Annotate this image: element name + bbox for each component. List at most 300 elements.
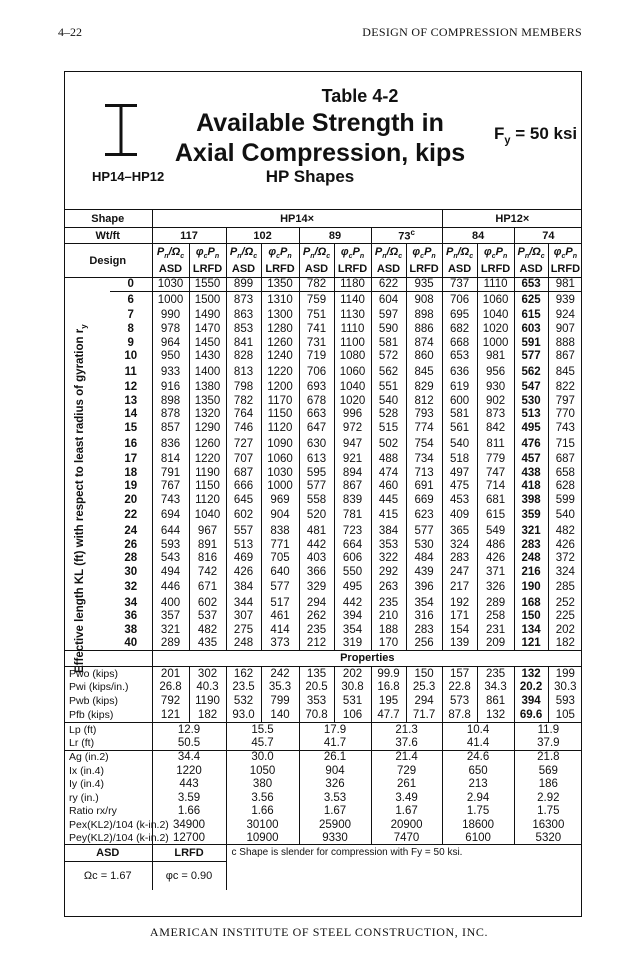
cell: 930 (477, 380, 514, 394)
cell: 438 (514, 466, 548, 480)
cell: 666 (226, 480, 261, 494)
cell: 486 (477, 538, 514, 552)
property-value: 132 (514, 666, 548, 680)
property-value: 532 (226, 694, 261, 708)
weight-value: 89 (328, 229, 342, 242)
cell: 1280 (261, 322, 299, 336)
cell: 150 (514, 610, 548, 624)
cell: 581 (371, 336, 406, 350)
cell: 540 (371, 394, 406, 408)
cell: 319 (334, 637, 371, 651)
lrfd-header: LRFD (477, 262, 514, 278)
cell: 867 (334, 480, 371, 494)
property-value: 792 (152, 694, 189, 708)
property-row (64, 804, 582, 818)
property-value: 12.9 (152, 722, 226, 736)
cell: 373 (261, 637, 299, 651)
cell: 1150 (189, 480, 226, 494)
property-value: 105 (548, 708, 582, 722)
cell: 853 (226, 322, 261, 336)
property-value: 37.9 (514, 736, 582, 750)
pn-omega-header: $P_n/\Omega_c$ (371, 244, 406, 262)
property-value: 1220 (152, 764, 226, 778)
cell: 664 (334, 538, 371, 552)
cell: 908 (406, 291, 442, 309)
cell: 513 (514, 408, 548, 422)
properties-label: Properties (152, 650, 582, 666)
cell: 324 (442, 538, 477, 552)
cell: 967 (189, 524, 226, 538)
property-value: 650 (442, 764, 514, 778)
cell: 590 (371, 322, 406, 336)
kl-axis-text-main: Effective length KL (ft) with respect to least radius of gyration r (74, 328, 86, 673)
method-row (64, 845, 582, 862)
cell: 547 (514, 380, 548, 394)
property-value: 199 (548, 666, 582, 680)
cell: 924 (548, 309, 582, 323)
cell: 294 (299, 596, 334, 610)
cell: 577 (299, 480, 334, 494)
cell: 845 (406, 363, 442, 381)
cell: 231 (477, 623, 514, 637)
property-value: 1190 (189, 694, 226, 708)
cell: 742 (189, 565, 226, 579)
kl-value: 16 (124, 437, 138, 450)
weight-value: 73 (398, 230, 411, 243)
cell: 781 (334, 507, 371, 525)
cell: 1140 (334, 291, 371, 309)
slender-note: c Shape is slender for compression with Fy = 50 ksi. (226, 845, 582, 890)
cell: 640 (261, 565, 299, 579)
cell: 418 (514, 480, 548, 494)
cell: 426 (477, 551, 514, 565)
cell: 764 (226, 408, 261, 422)
cell: 188 (371, 623, 406, 637)
property-value: 70.8 (299, 708, 334, 722)
cell: 1000 (152, 291, 189, 309)
cell: 707 (226, 452, 261, 466)
property-value: 20900 (371, 818, 442, 832)
cell: 1060 (477, 291, 514, 309)
property-value: 35.3 (261, 680, 299, 694)
cell: 933 (152, 363, 189, 381)
property-value: 37.6 (371, 736, 442, 750)
cell: 1110 (477, 278, 514, 292)
cell: 814 (152, 452, 189, 466)
property-value: 235 (477, 666, 514, 680)
fy-value: = 50 ksi (510, 124, 578, 143)
hp12-label: HP12× (442, 210, 582, 228)
cell: 593 (152, 538, 189, 552)
cell: 1000 (477, 336, 514, 350)
cell: 812 (406, 394, 442, 408)
property-row (64, 818, 582, 832)
cell: 121 (514, 637, 548, 651)
table-row (64, 466, 582, 480)
cell: 550 (334, 565, 371, 579)
cell: 344 (226, 596, 261, 610)
cell: 822 (548, 380, 582, 394)
cell: 415 (371, 507, 406, 525)
property-value: 162 (226, 666, 261, 680)
property-value: 34.3 (477, 680, 514, 694)
cell: 1060 (261, 452, 299, 466)
cell: 475 (442, 480, 477, 494)
cell: 517 (261, 596, 299, 610)
property-value: 157 (442, 666, 477, 680)
cell: 453 (442, 493, 477, 507)
cell: 258 (477, 610, 514, 624)
cell: 694 (152, 507, 189, 525)
weight-value: 117 (180, 229, 198, 242)
property-value: 135 (299, 666, 334, 680)
cell: 891 (189, 538, 226, 552)
table-title (165, 108, 475, 168)
wt-label: Wt/ft (95, 229, 120, 242)
table-row (64, 565, 582, 579)
cell: 964 (152, 336, 189, 350)
cell: 1490 (189, 309, 226, 323)
kl-value: 38 (124, 624, 138, 637)
property-value: 195 (371, 694, 406, 708)
cell: 1190 (189, 466, 226, 480)
table-row (64, 551, 582, 565)
property-value: 34.4 (152, 750, 226, 764)
cell: 863 (226, 309, 261, 323)
cell: 630 (299, 435, 334, 453)
property-value: 3.59 (152, 791, 226, 805)
cell: 1000 (261, 480, 299, 494)
kl-value: 9 (127, 336, 134, 349)
kl-axis-text (74, 324, 88, 673)
title-line-2: Axial Compression, kips (174, 139, 466, 167)
cell: 969 (261, 493, 299, 507)
table-row (64, 363, 582, 381)
weight-117 (152, 228, 226, 244)
cell: 210 (371, 610, 406, 624)
property-value: 45.7 (226, 736, 299, 750)
cell: 134 (514, 623, 548, 637)
property-value: 16.8 (371, 680, 406, 694)
cell: 734 (406, 452, 442, 466)
property-value: 24.6 (442, 750, 514, 764)
shape-family: HP Shapes (265, 167, 355, 186)
phi-pn-header: $\varphi_cP_n$ (477, 244, 514, 262)
asd-footer: ASD (96, 847, 120, 860)
cell: 518 (442, 452, 477, 466)
cell: 481 (299, 524, 334, 538)
cell: 681 (477, 493, 514, 507)
property-row (64, 777, 582, 791)
property-row (64, 694, 582, 708)
cell: 653 (442, 349, 477, 363)
kl-value: 0 (127, 278, 134, 291)
cell: 353 (371, 538, 406, 552)
cell: 947 (334, 435, 371, 453)
property-value: 1.67 (299, 804, 371, 818)
cell: 384 (371, 524, 406, 538)
property-value: 353 (299, 694, 334, 708)
table-row (64, 493, 582, 507)
cell: 365 (442, 524, 477, 538)
cell: 839 (334, 493, 371, 507)
property-label: Pwo (kips) (69, 667, 119, 680)
cell: 978 (152, 322, 189, 336)
cell: 1500 (189, 291, 226, 309)
cell: 603 (514, 322, 548, 336)
property-value: 26.8 (152, 680, 189, 694)
cell: 558 (299, 493, 334, 507)
cell: 1290 (189, 421, 226, 435)
cell: 860 (406, 349, 442, 363)
cell: 663 (299, 408, 334, 422)
asd-header: ASD (514, 262, 548, 278)
table-row (64, 421, 582, 435)
property-row (64, 722, 582, 736)
asd-header: ASD (442, 262, 477, 278)
i-beam-icon (101, 104, 141, 156)
cell: 836 (152, 435, 189, 453)
cell: 543 (152, 551, 189, 565)
cell: 394 (334, 610, 371, 624)
property-value: 140 (261, 708, 299, 722)
cell: 921 (334, 452, 371, 466)
cell: 838 (261, 524, 299, 538)
cell: 202 (548, 623, 582, 637)
cell: 476 (514, 435, 548, 453)
cell: 613 (299, 452, 334, 466)
table-row (64, 291, 582, 309)
cell: 577 (261, 579, 299, 597)
lrfd-header: LRFD (261, 262, 299, 278)
phi-factor: φc = 0.90 (152, 862, 226, 890)
table-row (64, 336, 582, 350)
properties-header-row (64, 650, 582, 666)
property-value: 93.0 (226, 708, 261, 722)
table-row (64, 408, 582, 422)
cell: 1170 (261, 394, 299, 408)
property-value: 150 (406, 666, 442, 680)
property-value: 294 (406, 694, 442, 708)
cell: 719 (299, 349, 334, 363)
cell: 874 (406, 336, 442, 350)
cell: 482 (548, 524, 582, 538)
cell: 743 (548, 421, 582, 435)
cell: 446 (152, 579, 189, 597)
cell: 442 (334, 596, 371, 610)
cell: 384 (226, 579, 261, 597)
cell: 1180 (334, 278, 371, 292)
cell: 619 (442, 380, 477, 394)
table-row (64, 278, 582, 292)
cell: 747 (477, 466, 514, 480)
cell: 899 (226, 278, 261, 292)
cell: 170 (371, 637, 406, 651)
cell: 403 (299, 551, 334, 565)
cell: 647 (299, 421, 334, 435)
cell: 263 (371, 579, 406, 597)
cell: 682 (442, 322, 477, 336)
property-value: 573 (442, 694, 477, 708)
cell: 873 (477, 408, 514, 422)
yield-strength (494, 124, 577, 146)
cell: 782 (299, 278, 334, 292)
cell: 398 (514, 493, 548, 507)
phi-pn-header: $\varphi_cP_n$ (548, 244, 582, 262)
cell: 811 (477, 435, 514, 453)
property-value: 394 (514, 694, 548, 708)
cell: 798 (226, 380, 261, 394)
property-value: 30.8 (334, 680, 371, 694)
cell: 678 (299, 394, 334, 408)
cell: 774 (406, 421, 442, 435)
cell: 754 (406, 435, 442, 453)
pn-omega-header: $P_n/\Omega_c$ (152, 244, 189, 262)
property-value: 22.8 (442, 680, 477, 694)
property-value: 201 (152, 666, 189, 680)
lrfd-footer: LRFD (152, 845, 226, 862)
table-row (64, 579, 582, 597)
property-value: 41.7 (299, 736, 371, 750)
cell: 731 (299, 336, 334, 350)
cell: 1120 (189, 493, 226, 507)
weight-89 (299, 228, 371, 244)
kl-value: 15 (124, 422, 138, 435)
property-value: 47.7 (371, 708, 406, 722)
cell: 154 (442, 623, 477, 637)
cell: 326 (477, 579, 514, 597)
kl-value: 10 (124, 350, 138, 363)
kl-value: 22 (124, 509, 138, 522)
cell: 283 (514, 538, 548, 552)
property-value: 302 (189, 666, 226, 680)
cell: 1090 (261, 435, 299, 453)
asd-header: ASD (371, 262, 406, 278)
cell: 1470 (189, 322, 226, 336)
property-value: 213 (442, 777, 514, 791)
cell: 602 (189, 596, 226, 610)
cell: 816 (189, 551, 226, 565)
property-label: Ratio rx/ry (69, 805, 117, 818)
property-value: 12700 (152, 831, 226, 845)
cell: 779 (477, 452, 514, 466)
cell: 461 (261, 610, 299, 624)
cell: 212 (299, 637, 334, 651)
cell: 372 (548, 551, 582, 565)
cell: 706 (442, 291, 477, 309)
weight-73 (371, 228, 442, 244)
table-row (64, 309, 582, 323)
property-value: 25900 (299, 818, 371, 832)
cell: 1220 (261, 363, 299, 381)
cell: 577 (406, 524, 442, 538)
property-value: 3.49 (371, 791, 442, 805)
property-value: 26.1 (299, 750, 371, 764)
cell: 357 (152, 610, 189, 624)
kl-value: 6 (127, 294, 134, 307)
cell: 1350 (189, 394, 226, 408)
cell: 494 (152, 565, 189, 579)
cell: 695 (442, 309, 477, 323)
property-value: 10.4 (442, 722, 514, 736)
cell: 623 (406, 507, 442, 525)
weight-note: c (410, 228, 415, 238)
shape-label: Shape (91, 212, 125, 225)
table-row (64, 524, 582, 538)
cell: 557 (226, 524, 261, 538)
cell: 354 (334, 623, 371, 637)
cell: 857 (152, 421, 189, 435)
cell: 562 (514, 363, 548, 381)
property-value: 531 (334, 694, 371, 708)
cell: 354 (406, 596, 442, 610)
pn-omega-header: $P_n/\Omega_c$ (299, 244, 334, 262)
title-line-1: Available Strength in (196, 109, 444, 137)
cell: 577 (514, 349, 548, 363)
cell: 1020 (477, 322, 514, 336)
cell: 469 (226, 551, 261, 565)
property-value: 261 (371, 777, 442, 791)
cell: 537 (189, 610, 226, 624)
cell: 878 (152, 408, 189, 422)
cell: 307 (226, 610, 261, 624)
cell: 495 (334, 579, 371, 597)
cell: 182 (548, 637, 582, 651)
cell: 515 (371, 421, 406, 435)
cell: 426 (226, 565, 261, 579)
cell: 484 (406, 551, 442, 565)
cell: 972 (334, 421, 371, 435)
weight-value: 102 (253, 229, 272, 242)
fy-sub: y (504, 134, 511, 147)
property-value: 6100 (442, 831, 514, 845)
property-value: 18600 (442, 818, 514, 832)
property-row (64, 791, 582, 805)
cell: 669 (406, 493, 442, 507)
property-value: 50.5 (152, 736, 226, 750)
property-value: 20.5 (299, 680, 334, 694)
property-label: ry (in.) (69, 791, 99, 804)
table-row (64, 623, 582, 637)
cell: 644 (152, 524, 189, 538)
property-value: 1.66 (226, 804, 299, 818)
pn-omega-header: $P_n/\Omega_c$ (226, 244, 261, 262)
cell: 671 (189, 579, 226, 597)
cell: 693 (299, 380, 334, 394)
cell: 939 (548, 291, 582, 309)
property-label: Pwb (kips) (69, 695, 119, 708)
kl-value: 8 (127, 322, 134, 335)
cell: 457 (514, 452, 548, 466)
kl-value: 19 (124, 480, 138, 493)
phi-pn-header: $\varphi_cP_n$ (261, 244, 299, 262)
phi-pn-header: $\varphi_cP_n$ (189, 244, 226, 262)
cell: 540 (442, 435, 477, 453)
table-row (64, 380, 582, 394)
property-row (64, 680, 582, 694)
cell: 782 (226, 394, 261, 408)
property-value: 121 (152, 708, 189, 722)
cell: 1260 (189, 435, 226, 453)
property-value: 132 (477, 708, 514, 722)
table-row (64, 480, 582, 494)
property-value: 87.8 (442, 708, 477, 722)
cell: 727 (226, 435, 261, 453)
cell: 1220 (189, 452, 226, 466)
cell: 1040 (334, 380, 371, 394)
cell: 829 (406, 380, 442, 394)
property-value: 569 (514, 764, 582, 778)
